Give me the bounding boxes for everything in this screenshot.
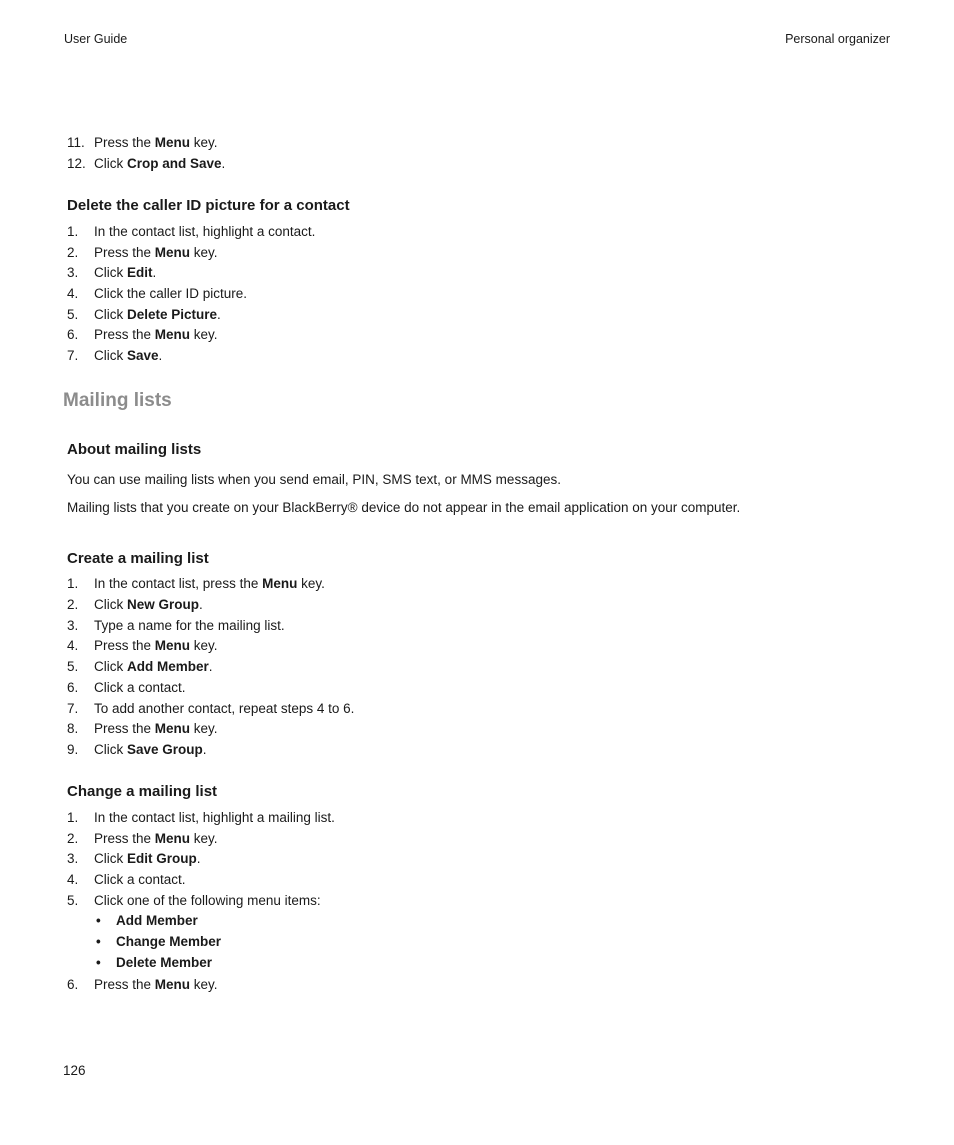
- step-text: Click New Group.: [94, 597, 203, 612]
- list-item: [67, 701, 887, 719]
- step-number: 3.: [67, 265, 79, 280]
- list-item: [67, 851, 887, 869]
- step-number: 1.: [67, 224, 79, 239]
- list-item: [67, 872, 887, 890]
- list-item: [67, 156, 887, 174]
- step-number: 12.: [67, 156, 86, 171]
- step-text: In the contact list, highlight a mailing list.: [94, 810, 335, 825]
- header-guide-title: User Guide: [64, 32, 128, 46]
- section-title: Mailing lists: [63, 390, 172, 411]
- step-text: Press the Menu key.: [94, 638, 218, 653]
- step-text: Click a contact.: [94, 872, 186, 887]
- step-text: Press the Menu key.: [94, 977, 218, 992]
- create-mailing-list-heading: Create a mailing list: [67, 550, 209, 567]
- bullet-icon: •: [96, 913, 101, 928]
- step-text: Press the Menu key.: [94, 327, 218, 342]
- step-number: 7.: [67, 701, 79, 716]
- step-text: Press the Menu key.: [94, 245, 218, 260]
- list-item: [67, 245, 887, 263]
- step-text: Press the Menu key.: [94, 831, 218, 846]
- list-item: [67, 224, 887, 242]
- step-text: Click Add Member.: [94, 659, 213, 674]
- list-item: [67, 680, 887, 698]
- page-number: 126: [63, 1063, 86, 1078]
- list-item: [67, 721, 887, 739]
- step-text: Click Edit Group.: [94, 851, 201, 866]
- step-text: Click Crop and Save.: [94, 156, 226, 171]
- step-number: 1.: [67, 810, 79, 825]
- step-text: Click Edit.: [94, 265, 157, 280]
- bullet-icon: •: [96, 934, 101, 949]
- list-item: [67, 348, 887, 366]
- bullet-text: Add Member: [116, 913, 198, 928]
- step-text: To add another contact, repeat steps 4 to 6.: [94, 701, 355, 716]
- step-number: 5.: [67, 307, 79, 322]
- step-number: 6.: [67, 327, 79, 342]
- step-text: Type a name for the mailing list.: [94, 618, 285, 633]
- header-section-title: Personal organizer: [785, 32, 890, 46]
- step-number: 9.: [67, 742, 79, 757]
- step-number: 3.: [67, 618, 79, 633]
- list-item: [67, 307, 887, 325]
- step-number: 4.: [67, 638, 79, 653]
- about-mailing-lists-heading: About mailing lists: [67, 441, 202, 458]
- step-number: 2.: [67, 831, 79, 846]
- step-number: 11.: [67, 135, 85, 150]
- step-number: 1.: [67, 576, 79, 591]
- list-item: [67, 618, 887, 636]
- step-number: 6.: [67, 977, 79, 992]
- list-item: [67, 977, 887, 995]
- bullet-text: Delete Member: [116, 955, 213, 970]
- list-item: [67, 831, 887, 849]
- step-number: 3.: [67, 851, 79, 866]
- step-text: Click Save Group.: [94, 742, 207, 757]
- step-number: 4.: [67, 286, 79, 301]
- step-text: Click Save.: [94, 348, 163, 363]
- step-number: 5.: [67, 893, 79, 908]
- change-mailing-list-heading: Change a mailing list: [67, 783, 218, 800]
- step-text: Press the Menu key.: [94, 135, 218, 150]
- list-item: [67, 265, 887, 283]
- list-item: [67, 893, 887, 911]
- step-number: 5.: [67, 659, 79, 674]
- about-paragraph-2: Mailing lists that you create on your BlackBerry® device do not appear in the email application on your computer.: [67, 500, 741, 515]
- about-paragraph-1: You can use mailing lists when you send email, PIN, SMS text, or MMS messages.: [67, 472, 561, 487]
- step-number: 7.: [67, 348, 79, 363]
- list-item: [67, 286, 887, 304]
- list-item: [67, 810, 887, 828]
- list-item: [67, 327, 887, 345]
- bullet-icon: •: [96, 955, 101, 970]
- step-number: 2.: [67, 597, 79, 612]
- bullet-text: Change Member: [116, 934, 222, 949]
- step-text: Press the Menu key.: [94, 721, 218, 736]
- step-text: In the contact list, press the Menu key.: [94, 576, 325, 591]
- list-item: [67, 638, 887, 656]
- list-item: [67, 576, 887, 594]
- step-text: Click one of the following menu items:: [94, 893, 321, 908]
- step-text: In the contact list, highlight a contact.: [94, 224, 316, 239]
- delete-caller-id-heading: Delete the caller ID picture for a contact: [67, 197, 350, 214]
- step-number: 2.: [67, 245, 79, 260]
- step-number: 8.: [67, 721, 79, 736]
- step-number: 4.: [67, 872, 79, 887]
- list-item: [67, 597, 887, 615]
- list-item: [67, 742, 887, 760]
- step-text: Click the caller ID picture.: [94, 286, 248, 301]
- list-item: [67, 135, 887, 153]
- step-text: Click Delete Picture.: [94, 307, 221, 322]
- step-text: Click a contact.: [94, 680, 186, 695]
- step-number: 6.: [67, 680, 79, 695]
- list-item: [67, 659, 887, 677]
